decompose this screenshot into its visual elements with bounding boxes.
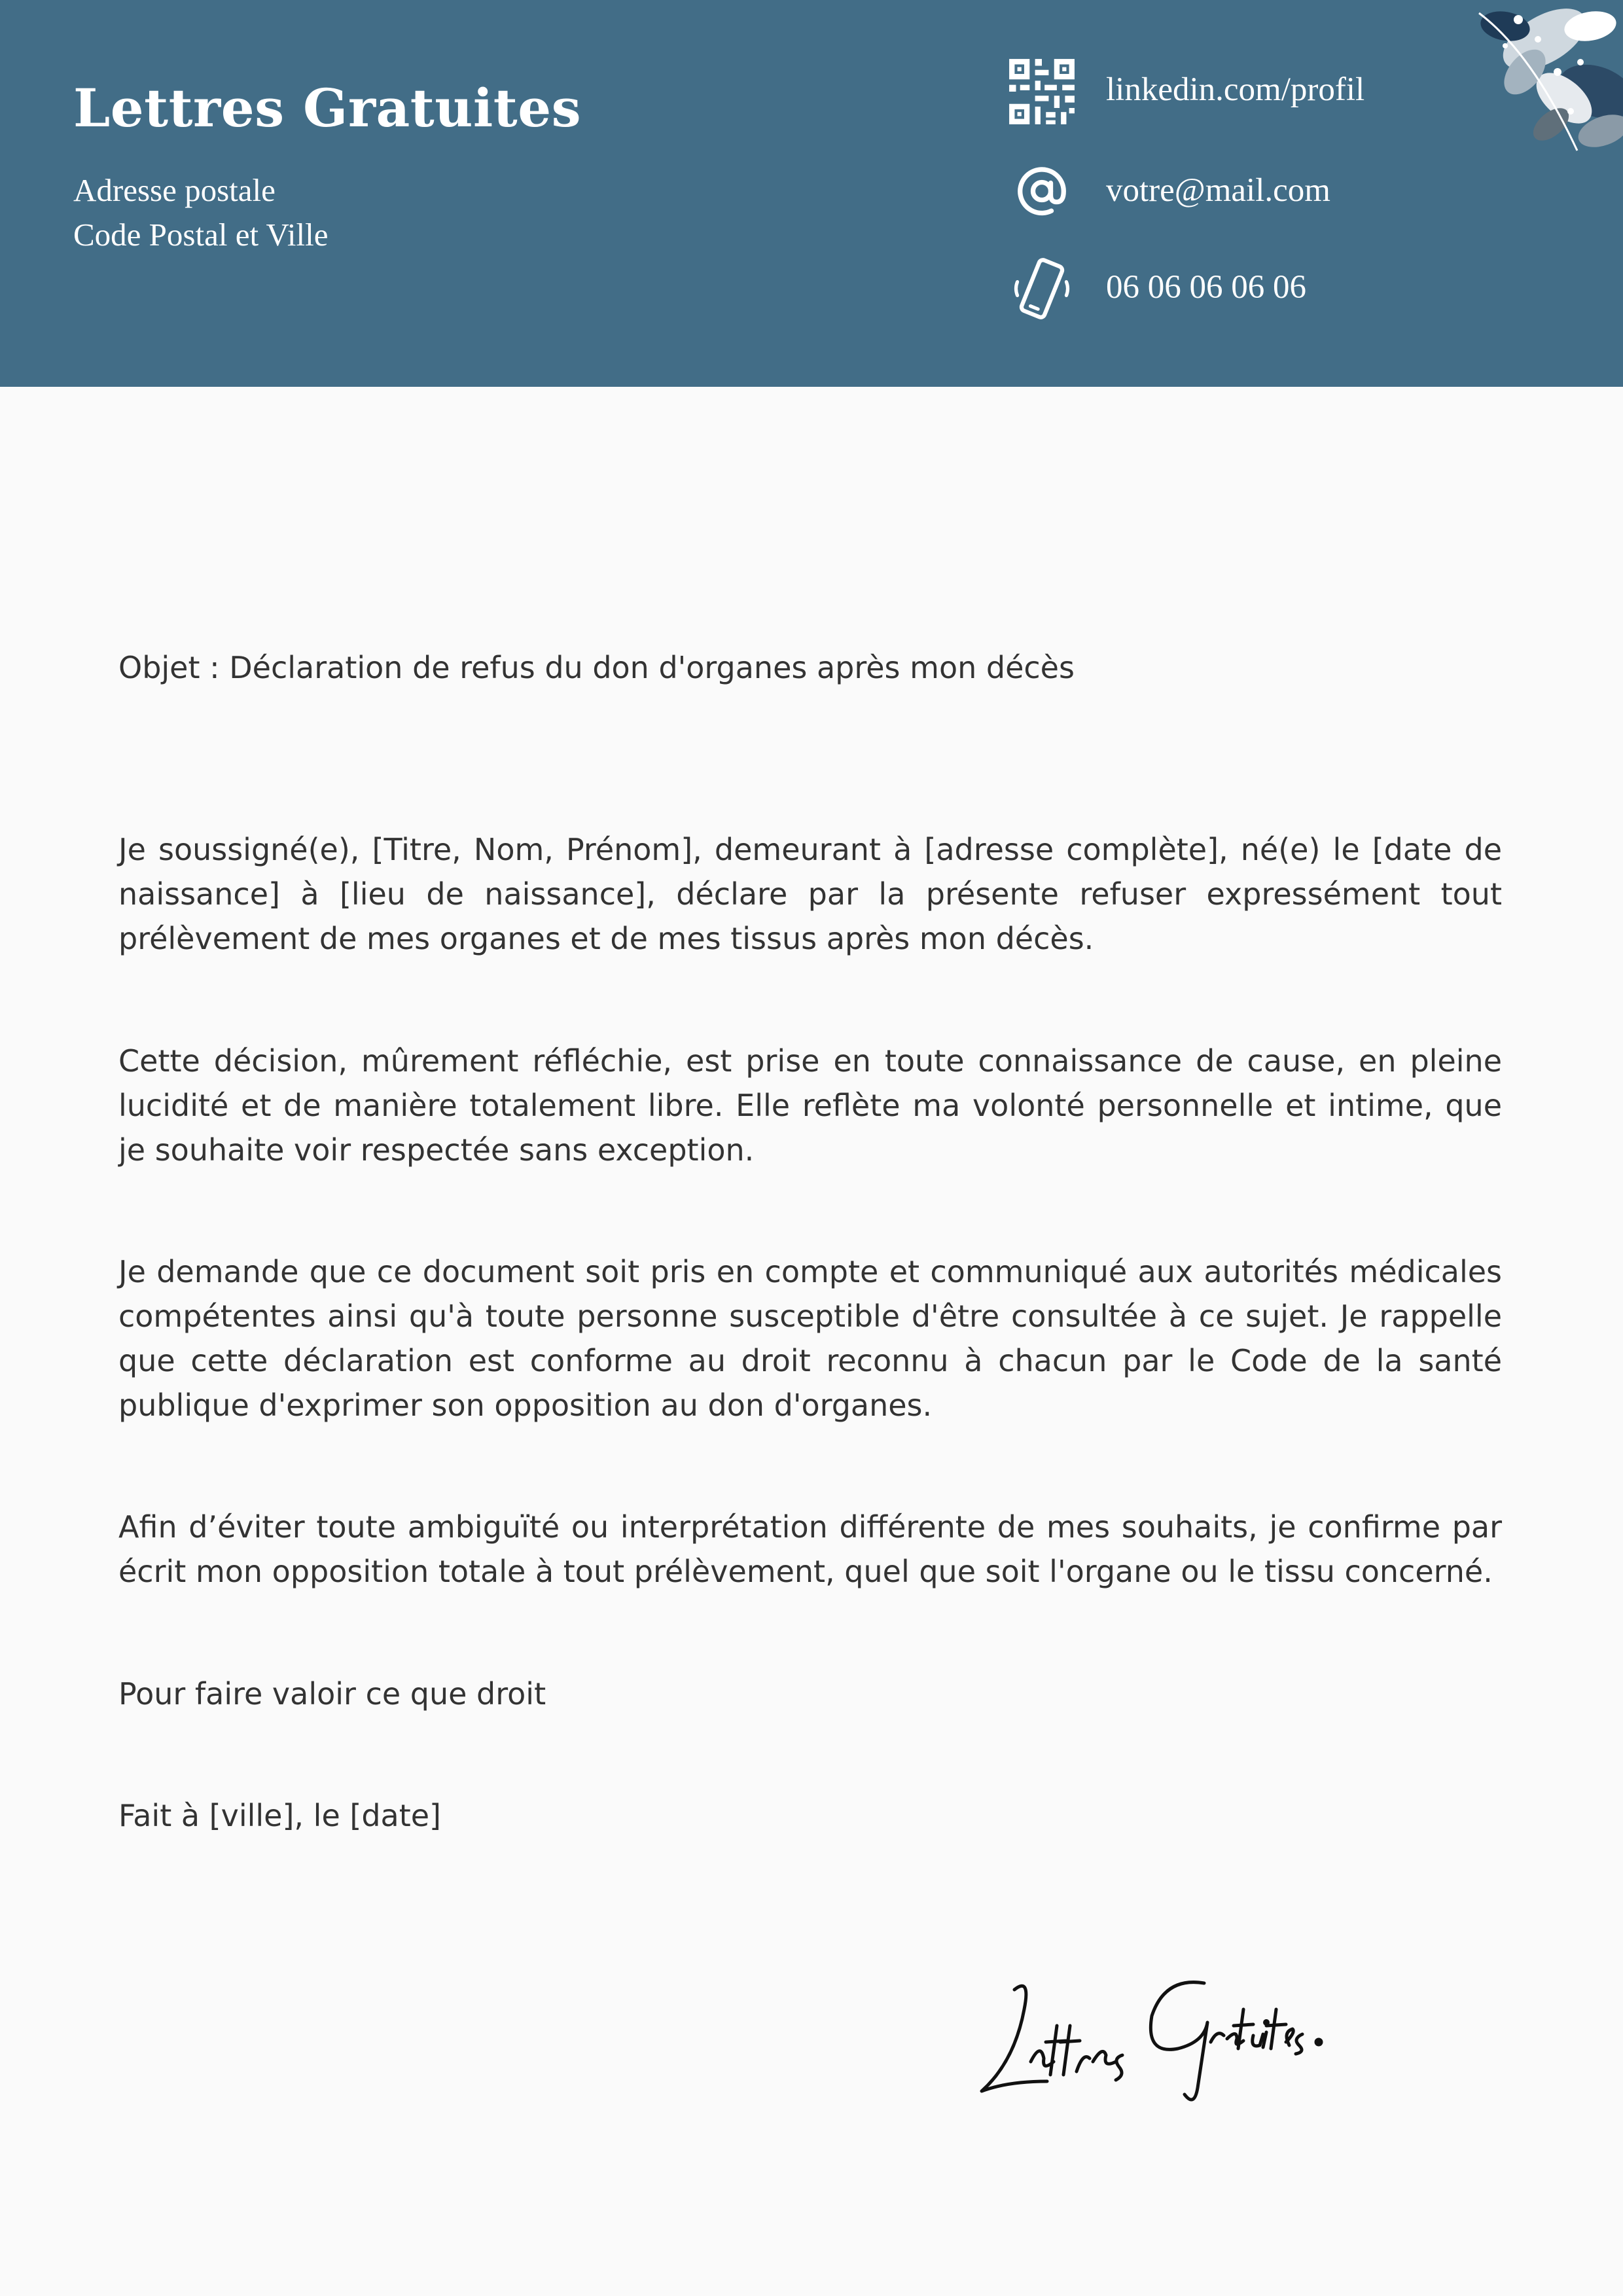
closing-formula: Pour faire valoir ce que droit — [118, 1676, 546, 1712]
address-line-1: Adresse postale — [73, 172, 276, 208]
address-line-2: Code Postal et Ville — [73, 217, 329, 253]
letter-paragraph-3: Je demande que ce document soit pris en compte et communiqué aux autorités médicales compétentes ainsi qu'à toute personne susceptible d'être consultée à ce sujet. Je rappelle que cette déclaration est conforme au droit reconnu à chacun par le Code de la santé publique d'exprimer son opposition au don d'organes. — [118, 1254, 1502, 1423]
sender-name: Lettres Gratuites — [73, 77, 582, 139]
letterhead-banner — [0, 0, 1623, 387]
letter-paragraph-4: Afin d’éviter toute ambiguïté ou interprétation différente de mes souhaits, je confirme par écrit mon opposition totale à tout prélèvement, quel que soit l'organe ou le tissu concerné. — [118, 1509, 1502, 1589]
at-sign-icon — [1008, 157, 1076, 225]
handwritten-signature — [969, 1964, 1361, 2121]
qr-code-icon — [1008, 58, 1076, 126]
letter-paragraph-2: Cette décision, mûrement réfléchie, est prise en toute connaissance de cause, en pleine lucidité et de manière totalement libre. Elle reflète ma volonté personnelle et intime, que je souhaite voir respectée sans exception. — [118, 1043, 1502, 1168]
letter-subject: Objet : Déclaration de refus du don d'organes après mon décès — [118, 650, 1075, 685]
email-address[interactable]: votre@mail.com — [1106, 172, 1330, 209]
place-and-date: Fait à [ville], le [date] — [118, 1798, 441, 1833]
floral-decoration-icon — [1466, 0, 1623, 170]
linkedin-link[interactable]: linkedin.com/profil — [1106, 71, 1365, 108]
phone-icon — [1008, 255, 1076, 323]
phone-number[interactable]: 06 06 06 06 06 — [1106, 269, 1306, 306]
letter-paragraph-1: Je soussigné(e), [Titre, Nom, Prénom], demeurant à [adresse complète], né(e) le [date de naissance] à [lieu de naissance], déclare par la présente refuser expressément tout prélèvement de mes organes et de mes tissus après mon décès. — [118, 832, 1502, 956]
